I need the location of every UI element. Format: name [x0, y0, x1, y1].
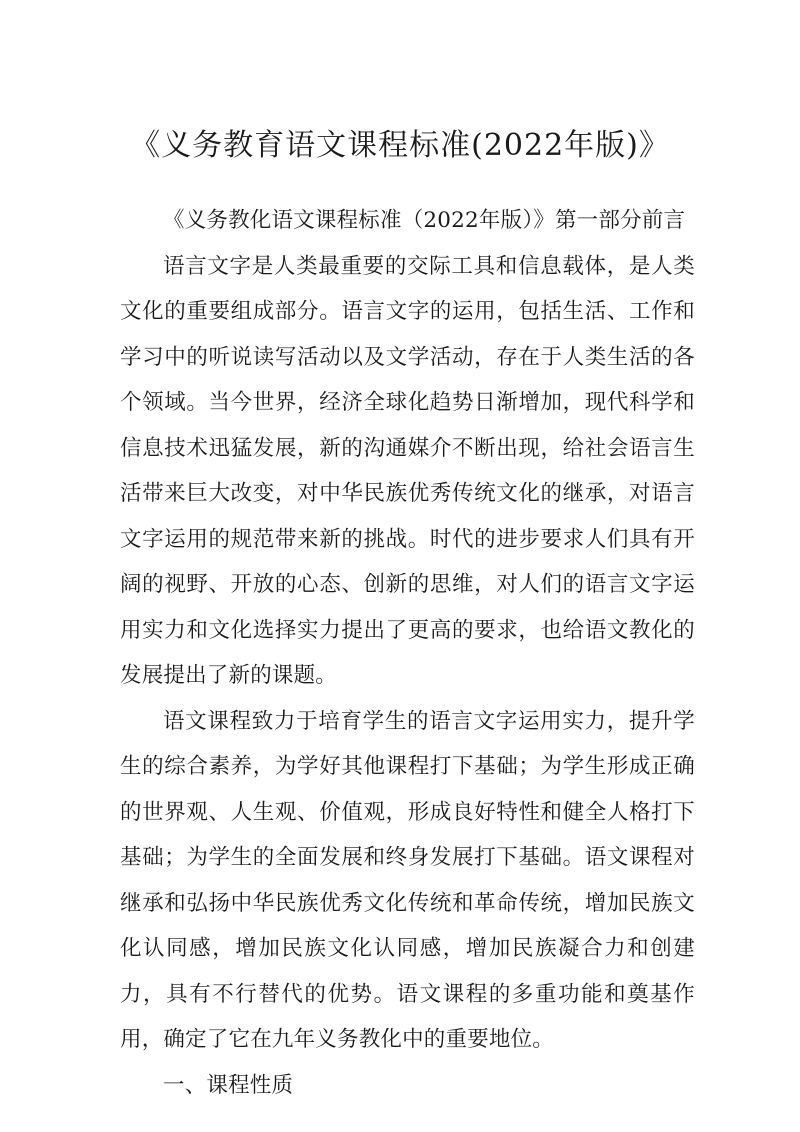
document-body	[120, 198, 695, 1108]
paragraph-preface-2: 语文课程致力于培育学生的语言文字运用实力，提升学生的综合素养，为学好其他课程打下基础；为学生形成正确的世界观、人生观、价值观，形成良好特性和健全人格打下基础；为学生的全面发展和终身发展打下基础。语文课程对继承和弘扬中华民族优秀文化传统和革命传统，增加民族文化认同感，增加民族文化认同感，增加民族凝合力和创建力，具有不行替代的优势。语文课程的多重功能和奠基作用，确定了它在九年义务教化中的重要地位。	[120, 708, 695, 1052]
document-title: 《义务教育语文课程标准(2022年版)》	[130, 128, 670, 163]
section-heading-course-nature: 一、课程性质	[163, 1072, 294, 1098]
paragraph-preface-1: 语言文字是人类最重要的交际工具和信息载体，是人类文化的重要组成部分。语言文字的运用，包括生活、工作和学习中的听说读写活动以及文学活动，存在于人类生活的各个领域。当今世界，经济全球化趋势日渐增加，现代科学和信息技术迅猛发展，新的沟通媒介不断出现，给社会语言生活带来巨大改变，对中华民族优秀传统文化的继承，对语言文字运用的规范带来新的挑战。时代的进步要求人们具有开阔的视野、开放的心态、创新的思维，对人们的语言文字运用实力和文化选择实力提出了更高的要求，也给语文教化的发展提出了新的课题。	[120, 253, 695, 688]
paragraph-subtitle: 《义务教化语文课程标准（2022年版）》第一部分前言	[163, 208, 686, 233]
